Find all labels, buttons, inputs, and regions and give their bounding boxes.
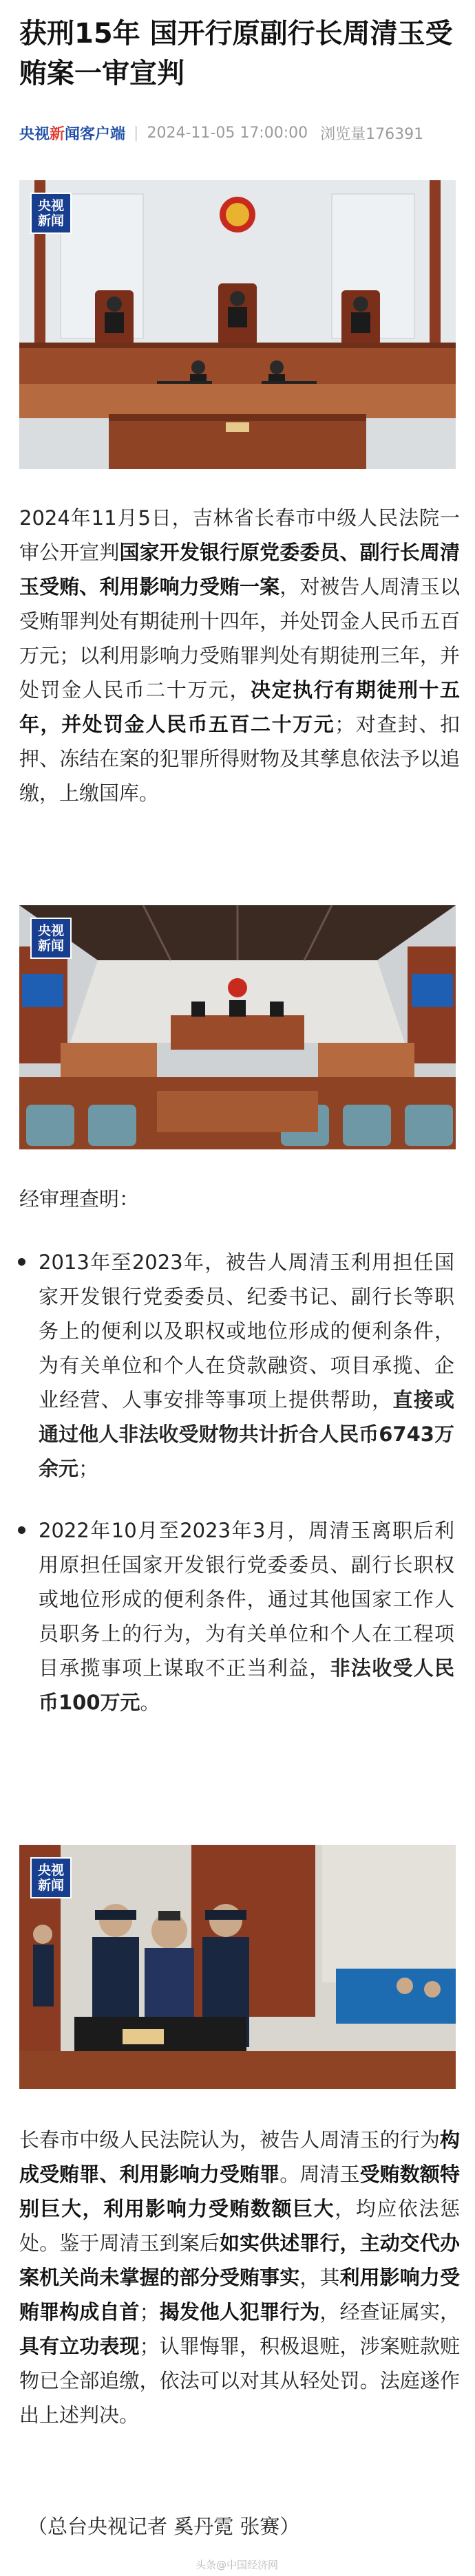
bullet-dot	[18, 1258, 25, 1266]
finding-item-2: 2022年10月至2023年3月，周清玉离职后利用原担任国家开发银行党委委员、副行长职权或地位形成的便利条件，通过其他国家工作人员职务上的行为，为有关单位和个人在工程项目承揽事项上谋取不正当利益，非法收受人民币100万元。	[39, 1513, 454, 1720]
bullet-dot	[18, 1526, 25, 1534]
paragraph-findings-intro: 经审理查明：	[19, 1187, 140, 1211]
courtroom-photo-2[interactable]	[19, 905, 456, 1149]
article-meta	[19, 122, 423, 144]
article-title: 获刑15年 国开行原副行长周清玉受贿案一审宣判	[19, 18, 453, 89]
watermark: 头条@中国经济网	[196, 2559, 279, 2571]
reporter-credit: （总台央视记者 奚丹霓 张赛）	[28, 2515, 300, 2538]
cctv-news-logo: 央视新闻	[30, 918, 72, 959]
defendant-photo-drawing	[19, 1845, 456, 2089]
publish-date: 2024-11-05 17:00:00	[147, 125, 308, 142]
paragraph-verdict: 2024年11月5日，吉林省长春市中级人民法院一审公开宣判国家开发银行原党委委员、副行长周清玉受贿、利用影响力受贿一案，对被告人周清玉以受贿罪判处有期徒刑十四年，并处罚金人民币五百万元；以利用影响力受贿罪判处有期徒刑三年，并处罚金人民币二十万元，决定执行有期徒刑十五年，并处罚金人民币五百二十万元；对查封、扣押、冻结在案的犯罪所得财物及其孳息依法予以追缴，上缴国库。	[19, 506, 460, 805]
cctv-news-logo: 央视新闻	[30, 193, 72, 234]
meta-separator: |	[134, 125, 139, 142]
defendant-photo[interactable]	[19, 1845, 456, 2089]
cctv-news-logo: 央视新闻	[30, 1857, 72, 1898]
finding-item-1: 2013年至2023年，被告人周清玉利用担任国家开发银行党委委员、纪委书记、副行长等职务上的便利以及职权或地位形成的便利条件，为有关单位和个人在贷款融资、项目承揽、企业经营、人事安排等事项上提供帮助，直接或通过他人非法收受财物共计折合人民币6743万余元；	[39, 1245, 454, 1486]
source-name[interactable]: 央视新闻客户端	[19, 126, 126, 143]
courtroom-photo-2-drawing	[19, 905, 456, 1149]
paragraph-court-opinion: 长春市中级人民法院认为，被告人周清玉的行为构成受贿罪、利用影响力受贿罪。周清玉受贿数额特别巨大，利用影响力受贿数额巨大，均应依法惩处。鉴于周清玉到案后如实供述罪行，主动交代办案机关尚未掌握的部分受贿事实，其利用影响力受贿罪构成自首；揭发他人犯罪行为，经查证属实，具有立功表现；认罪悔罪，积极退赃，涉案赃款赃物已全部追缴，依法可以对其从轻处罚。法庭遂作出上述判决。	[19, 2128, 460, 2427]
courtroom-photo-1-drawing	[19, 180, 456, 469]
courtroom-photo-1[interactable]	[19, 180, 456, 469]
view-count: 浏览量176391	[320, 126, 424, 143]
